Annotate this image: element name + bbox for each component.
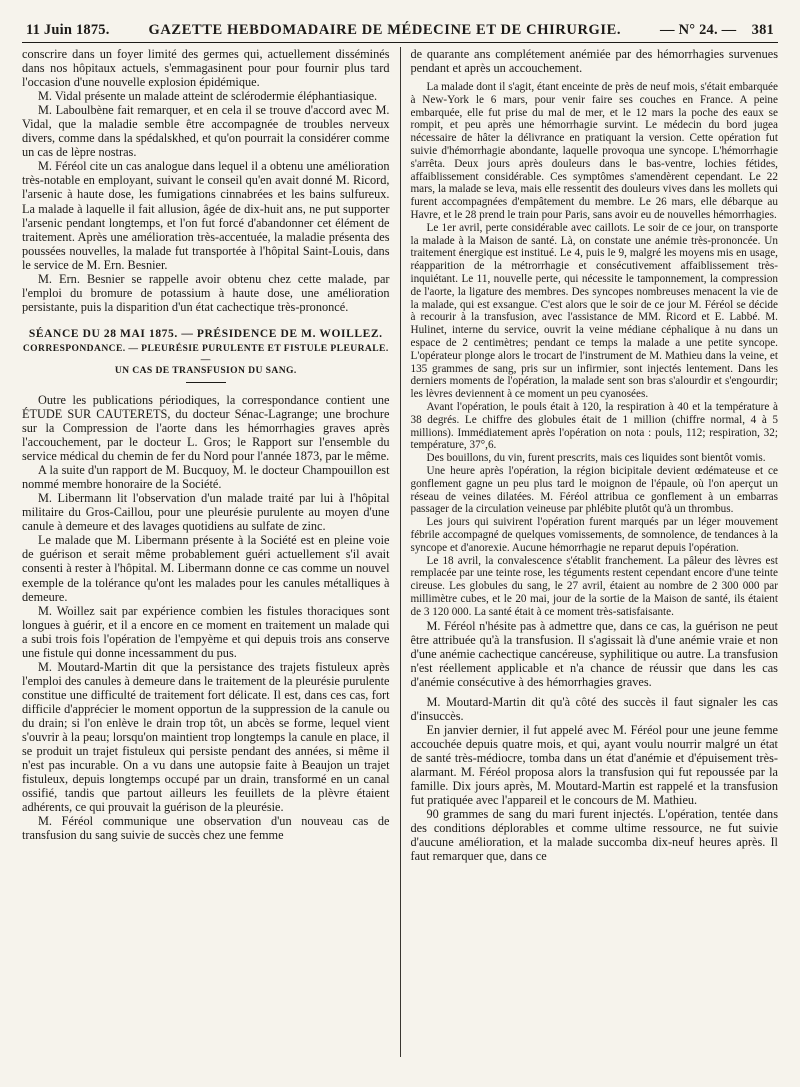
paragraph: 90 grammes de sang du mari furent injectés. L'opération, tentée dans des conditions déplorables et comme ultime ressource, ne fut suivie d'aucune amélioration, et la malade succomba dix-neuf heures après. Il faut remarquer que, dans ce xyxy=(410,807,778,864)
paragraph: M. Féréol communique une observation d'un nouveau cas de transfusion du sang suivie de succès chez une femme xyxy=(22,814,390,843)
session-heading xyxy=(22,328,390,383)
paragraph: M. Vidal présente un malade atteint de sclérodermie éléphantiasique. xyxy=(38,89,378,104)
paragraph: En janvier dernier, il fut appelé avec M. Féréol pour une jeune femme accouchée depuis quatre mois, et qui, ayant voulu nourrir malgré un état de santé très-médiocre, tomba dans un état d'anémie et d'épuisement très-alarmant. M. Féréol proposa alors la transfusion qui fut repoussée par la famille. Dix jours après, M. Moutard-Martin est rappelé et la transfusion fut pratiquée avec l'appareil et le concours de M. Mathieu. xyxy=(410,722,778,808)
small-paragraph: Des bouillons, du vin, furent prescrits, mais ces liquides sont bientôt vomis. xyxy=(426,452,766,465)
small-paragraph: Avant l'opération, le pouls était à 120, la respiration à 40 et la température à 38 degrés. Le chiffre des globules était de 1 million (chiffre normal, 4 à 5 millions). Immédiatement après l'opération on nota : pouls, 112; respiration, 32; température, 37°,6. xyxy=(410,401,778,452)
session-topics: CORRESPONDANCE. — PLEURÉSIE PURULENTE ET FISTULE PLEURALE. — xyxy=(22,342,389,365)
journal-page xyxy=(22,22,778,1072)
paragraph: Outre les publications périodiques, la correspondance contient une ÉTUDE SUR CAUTERETS, du docteur Sénac-Lagrange; une brochure sur la Compression de l'aorte dans les hémorrhagies graves après l'accouchement, par le docteur L. Gros; le Rapport sur l'ensemble du service médical du chemin de fer du Nord pour l'année 1873, par le même. xyxy=(22,392,390,464)
paragraph: M. Woillez sait par expérience combien les fistules thoraciques sont longues à guérir, et il a encore en ce moment en traitement un malade qui a subi trois fois l'opération de l'empyème et qui depuis trois ans conserve une fistule qui donne incessamment du pus. xyxy=(22,603,390,660)
paragraph: M. Féréol n'hésite pas à admettre que, dans ce cas, la guérison ne peut être attribuée qu'à la transfusion. Il s'agissait là d'une anémie vraie et non d'une anémie cachectique cancéreuse, syphilitique ou autre. La transfusion n'est réellement applicable et n'a chance de réussir que dans les cas d'anémie consécutive à des hémorrhagies graves. xyxy=(410,618,778,689)
small-paragraph: Le 1er avril, perte considérable avec caillots. Le soir de ce jour, on transporte la malade à la Maison de santé. Là, on constate une anémie très-prononcée. Un traitement énergique est institué. Le 4, puis le 9, malgré les moyens mis en usage, réapparition de la métrorrhagie et consécutivement affaiblissement très-inquiétant. Le 11, nouvelle perte, qui nécessite le tamponnement, la compression de l'aorte, la ligature des membres. Des syncopes nombreuses menacent la vie de la malade, qui est exsangue. C'est alors que le soir de ce jour M. Féréol se décide à recourir à la transfusion, avec l'assistance de MM. Ricord et E. Labbé. M. Hulinet, interne du service, ouvrit la veine médiane céphalique à nu dans un espace de 2 centimètres; pendant ce temps la malade a une petite syncope. L'opérateur plonge alors le trocart de l'instrument de M. Mathieu dans la veine, et 135 grammes de sang, pris sur un infirmier, sont injectés lentement. Dans les derniers moments de l'opération, la malade sent son bras s'alourdir et s'engourdir; les lèvres deviennent à ce moment un peu cyanosées. xyxy=(410,221,778,401)
small-paragraph: Les jours qui suivirent l'opération furent marqués par un léger mouvement fébrile accompagné de quelques vomissements, de somnolence, de tendances à la syncope et d'anorexie. Aucune hémorrhagie ne reparut depuis l'opération. xyxy=(410,516,778,554)
paragraph: M. Laboulbène fait remarquer, et en cela il se trouve d'accord avec M. Vidal, que la maladie semble être accompagnée de troubles nerveux divers, comme dans la spédalskhed, et qu'on pourrait la considérer comme un cas de lèpre nostras. xyxy=(22,103,390,160)
paragraph: M. Ern. Besnier se rappelle avoir obtenu chez cette malade, par l'emploi du bromure de potassium à haute dose, une amélioration persistante, puis la disparition d'un état cachectique très-prononcé. xyxy=(22,271,390,314)
paragraph: M. Moutard-Martin dit que la persistance des trajets fistuleux après l'emploi des canules à demeure dans le traitement de la pleurésie purulente constitue une difficulté de traitement fort délicate. Il est, dans ces cas, fort difficile d'apprécier le moment opportun de la suppression de la canule ou du drain; si l'on enlève le drain trop tôt, un abcès se forme, lequel vient s'ouvrir à la peau; lorsqu'on maintient trop longtemps la canule en place, il se produit un trajet fistuleux qui persiste pendant des années, si même il n'est pas incurable. On a vu dans une autopsie faite à Beaujon un trajet fistuleux, depuis longtemps occupé par un drain, transformé en un canal ossifié, tandis que partout ailleurs les feuillets de la plèvre étaient adhérents, ce qui prouvait la guérison de la pleurésie. xyxy=(22,659,390,815)
column-rule xyxy=(400,47,401,1057)
page-number-group xyxy=(660,22,774,39)
page-header xyxy=(22,22,778,43)
journal-title: GAZETTE HEBDOMADAIRE DE MÉDECINE ET DE CHIRURGIE. xyxy=(148,22,622,38)
paragraph: de quarante ans complétement anémiée par des hémorrhagies survenues pendant et après un accouchement. xyxy=(410,47,778,76)
issue-number: — N° 24. — xyxy=(660,22,737,38)
session-topics-cont: UN CAS DE TRANSFUSION DU SANG. xyxy=(114,364,297,376)
paragraph: M. Libermann lit l'observation d'un malade traité par lui à l'hôpital militaire du Gros-Caillou, pour une pleurésie purulente au moyen d'une canule à demeure et des lavages quotidiens au sulfate de zinc. xyxy=(22,491,390,534)
small-paragraph: Une heure après l'opération, la région bicipitale devient œdémateuse et ce gonflement gagne un peu plus tard le moignon de l'épaule, où l'on aperçut un réseau de veines dilatées. M. Féréol attribua ce gonflement à un embarras passager de la circulation veineuse par phlébite plutôt qu'à un thrombus. xyxy=(410,465,778,516)
paragraph: conscrire dans un foyer limité des germes qui, actuellement disséminés dans nos hôpitaux actuels, s'emmagasinent pour pour fournir plus tard l'occasion d'une nouvelle explosion épidémique. xyxy=(22,47,390,90)
two-column-body xyxy=(22,47,778,1057)
paragraph: M. Moutard-Martin dit qu'à côté des succès il faut signaler les cas d'insuccès. xyxy=(410,694,778,723)
left-column xyxy=(22,47,390,1057)
paragraph: Le malade que M. Libermann présente à la Société est en pleine voie de guérison et serait même probablement guéri actuellement s'il avait consenti à rester à l'hôpital. M. Libermann donne ce cas comme un nouvel exemple de la tolérance qu'ont les malades pour les canules métalliques à demeure. xyxy=(22,533,390,604)
right-column xyxy=(410,47,778,1057)
divider xyxy=(186,382,226,383)
paragraph: M. Féréol cite un cas analogue dans lequel il a obtenu une amélioration très-notable en employant, suivant le conseil qu'en avait donné M. Ricord, l'arsenic à haute dose, les fumigations cinnabrées et les bains sulfureux. La malade à laquelle il fait allusion, âgée de dix-huit ans, ne put supporter l'arsenic pendant longtemps, et l'on fut forcé d'abandonner cet élément de traitement. Après une amélioration très-accentuée, la maladie présenta des poussées nouvelles, la malade fut transportée à l'hôpital Saint-Louis, dans le service de M. Ern. Besnier. xyxy=(22,159,390,272)
paragraph: A la suite d'un rapport de M. Bucquoy, M. le docteur Champouillon est nommé membre honoraire de la Société. xyxy=(22,463,390,492)
small-paragraph: Le 18 avril, la convalescence s'établit franchement. La pâleur des lèvres est remplacée par une teinte rose, les téguments restent cependant encore d'une teinte cireuse. Les globules du sang, le 27 avril, étaient au nombre de 2 300 000 par millimètre cubes, et le 20 mai, jour de la sortie de la Maison de santé, ils étaient de 3 120 000. La santé était à ce moment très-satisfaisante. xyxy=(410,554,778,618)
session-title: SÉANCE DU 28 MAI 1875. — PRÉSIDENCE DE M. WOILLEZ. xyxy=(28,327,383,340)
issue-date: 11 Juin 1875. xyxy=(26,22,110,38)
small-paragraph: La malade dont il s'agit, étant enceinte de près de neuf mois, s'était embarquée à New-York le 6 mars, pour venir faire ses couches en France. A peine embarquée, elle fut prise du mal de mer, et le 12 mars la poche des eaux se rompit, et peu après une hémorrhagie survint. Le médecin du bord jugea nécessaire de hâter la délivrance en pratiquant la version. Cette opération fut suivie d'hémorrhagie abondante, laquelle provoqua une syncope. L'hémorrhagie s'arrêta. Deux jours après douleurs dans le bas-ventre, lochies fétides, affaiblissement considérable. Ces symptômes s'amendèrent cependant. Le 22 mars, la malade se leva, mais elle ressentit des douleurs vives dans les mollets qui furent accompagnées d'empâtement du membre. Le 26 mars, elle débarque au Havre, et le 28 prend le train pour Paris, sans avoir eu de nouvelles hémorrhagies. xyxy=(410,81,778,222)
page-number: 381 xyxy=(751,22,774,38)
